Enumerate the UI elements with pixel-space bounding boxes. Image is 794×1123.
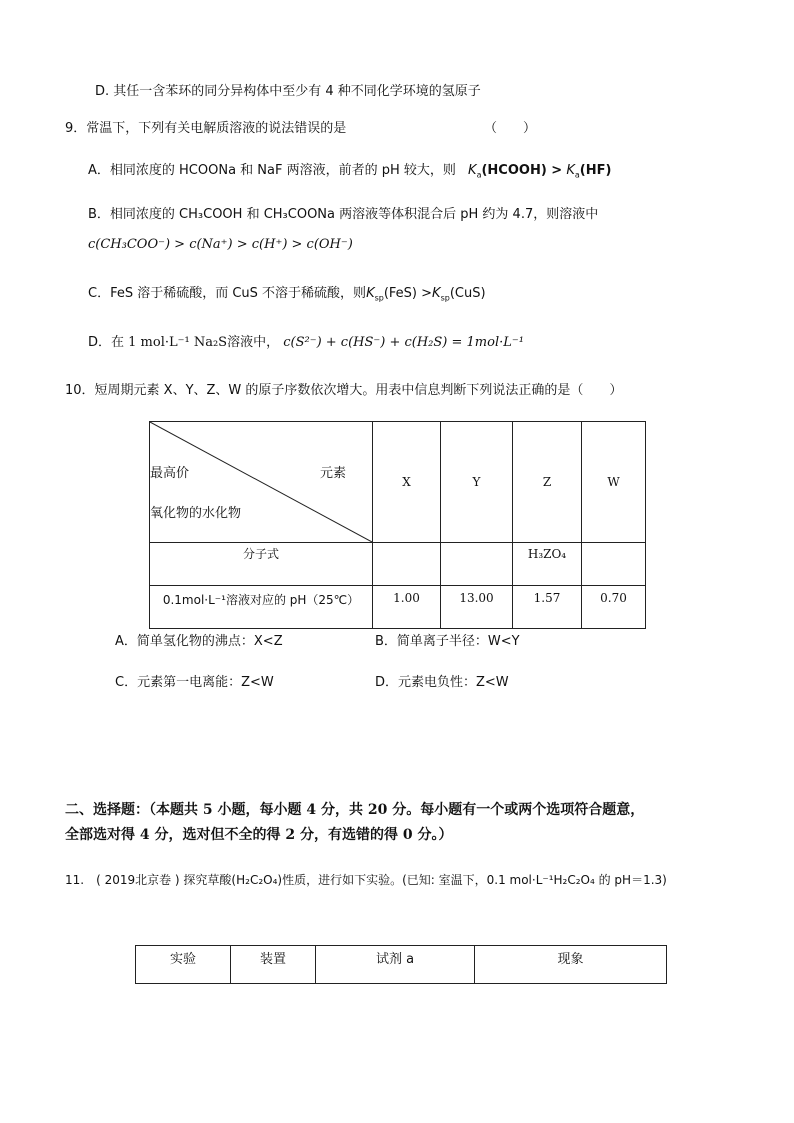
cell-formula-z: H₃ZO₄ [513, 543, 582, 586]
q10-option-a: A．简单氢化物的沸点：X<Z [115, 634, 283, 649]
q9-option-d [88, 335, 524, 351]
q9-a-text: A．相同浓度的 HCOONa 和 NaF 两溶液，前者的 pH 较大，则 [88, 163, 456, 178]
q9-c-formula-2: (CuS) [449, 286, 486, 301]
q8-option-d: D. 其任一含苯环的同分异构体中至少有 4 种不同化学环境的氢原子 [95, 84, 481, 99]
diag-left-label-2: 氧化物的水化物 [150, 506, 242, 521]
cell-formula-w [582, 543, 646, 586]
col-header-x: X [373, 422, 441, 543]
diag-left-label-1: 最高价 [150, 466, 190, 481]
q10-option-b: B．简单离子半径：W<Y [375, 634, 520, 649]
cell-formula-y [441, 543, 513, 586]
section2-heading-line1: 二、选择题：（本题共 5 小题，每小题 4 分，共 20 分。每小题有一个或两个选项符合题意， [65, 802, 645, 818]
cell-ph-w: 0.70 [582, 586, 646, 629]
q9-d-formula-1: 1 mol·L⁻¹ Na₂S [128, 335, 228, 350]
cell-ph-y: 13.00 [441, 586, 513, 629]
cell-ph-z: 1.57 [513, 586, 582, 629]
q9-a-formula-2: (HF) [579, 163, 612, 178]
col-header-w: W [582, 422, 646, 543]
col-header-z: Z [513, 422, 582, 543]
q11-table [135, 945, 667, 984]
section2-heading-line2: 全部选对得 4 分，选对但不全的得 2 分，有选错的得 0 分。） [65, 827, 453, 843]
q9-c-formula: (FeS) > [383, 286, 433, 301]
diag-top-right-label: 元素 [320, 466, 347, 481]
q11-header-apparatus: 装置 [231, 946, 316, 984]
cell-formula-x [373, 543, 441, 586]
row-label-formula: 分子式 [150, 543, 373, 586]
q9-d-text: D．在 [88, 335, 125, 350]
q9-a-formula-1: (HCOOH) > [481, 163, 563, 178]
q9-d-formula-2: 溶液中， [227, 335, 280, 350]
q11-header-experiment: 实验 [136, 946, 231, 984]
q11-header-reagent: 试剂 a [316, 946, 475, 984]
q10-diagonal-header-cell [150, 422, 373, 543]
q11-stem: 11. ( 2019北京卷 ) 探究草酸(H₂C₂O₄)性质，进行如下实验。(已知: 室温下，0.1 mol·L⁻¹H₂C₂O₄ 的 pH＝1.3) [65, 873, 667, 887]
q9-option-b-text: B．相同浓度的 CH₃COOH 和 CH₃COONa 两溶液等体积混合后 pH 约为 4.7，则溶液中 [88, 207, 599, 222]
q9-answer-paren: （ ） [484, 121, 537, 136]
q9-option-b-formula: c(CH₃COO⁻) > c(Na⁺) > c(H⁺) > c(OH⁻) [88, 237, 353, 252]
cell-ph-x: 1.00 [373, 586, 441, 629]
col-header-y: Y [441, 422, 513, 543]
q9-option-c: C．FeS 溶于稀硫酸，而 CuS 不溶于稀硫酸，则$K_{sp}(FeS) >K_{sp}(CuS)$ [88, 286, 486, 303]
q10-option-c: C．元素第一电离能：Z<W [115, 675, 274, 690]
q9-c-text: C．FeS 溶于稀硫酸，而 CuS 不溶于稀硫酸，则 [88, 286, 367, 301]
q9-stem: 9．常温下，下列有关电解质溶液的说法错误的是 [65, 121, 347, 136]
q9-d-formula-3: c(S²⁻) + c(HS⁻) + c(H₂S) = 1mol·L⁻¹ [283, 335, 524, 350]
q10-table [149, 421, 646, 629]
q9-option-a: A．相同浓度的 HCOONa 和 NaF 两溶液，前者的 pH 较大，则 $K_a(HCOOH) > K_a(HF)$ [88, 163, 612, 180]
diagonal-line [150, 422, 372, 542]
row-label-ph: 0.1mol·L⁻¹溶液对应的 pH（25℃） [150, 586, 373, 629]
q11-header-phenomenon: 现象 [475, 946, 667, 984]
q10-option-d: D．元素电负性：Z<W [375, 675, 509, 690]
q10-stem: 10．短周期元素 X、Y、Z、W 的原子序数依次增大。用表中信息判断下列说法正确的是（ ） [65, 383, 623, 398]
